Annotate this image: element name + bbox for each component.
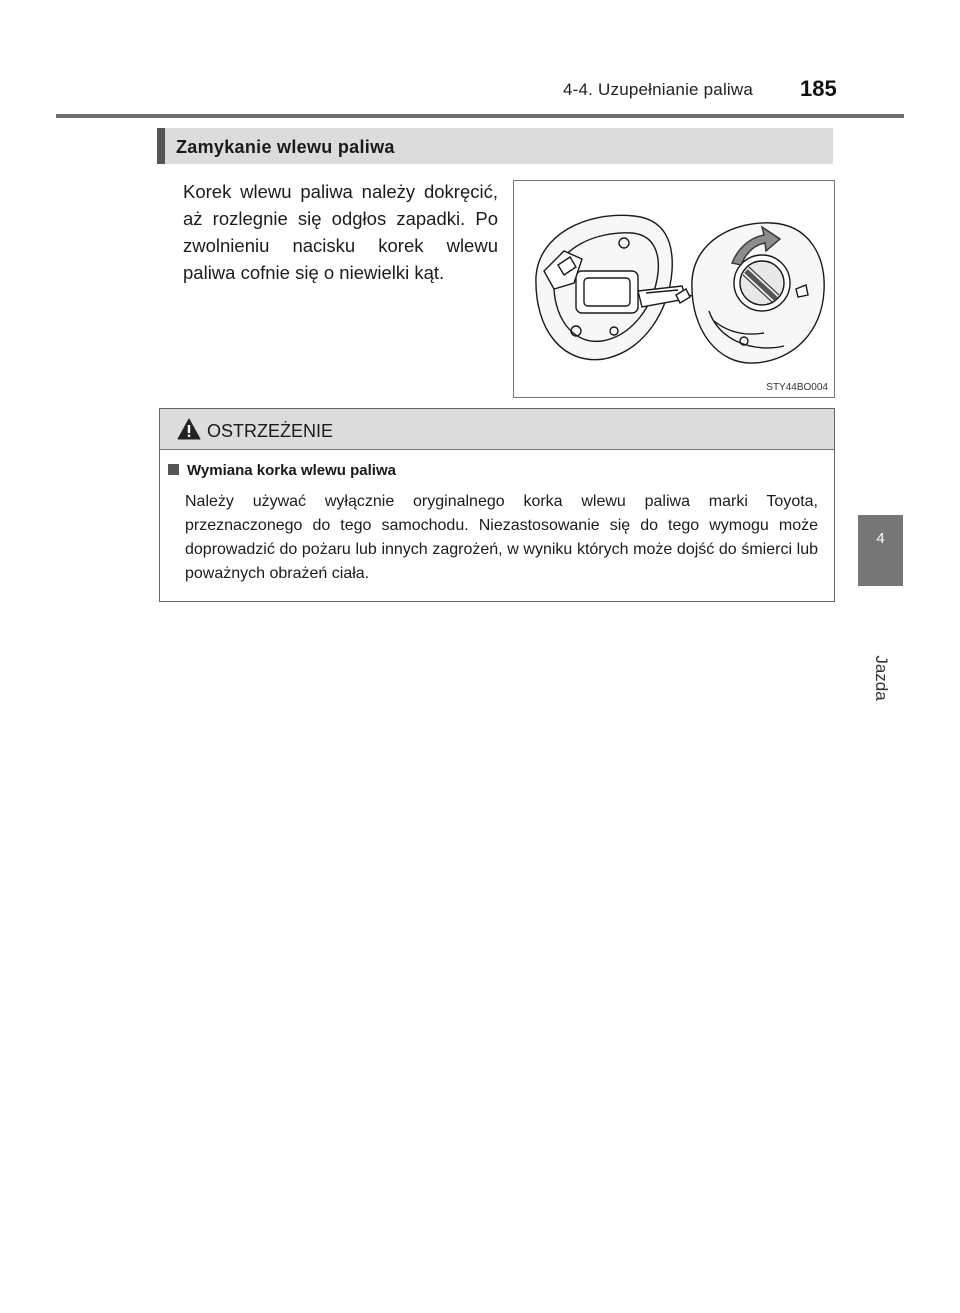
chapter-tab: [858, 515, 903, 586]
warning-item-title: Wymiana korka wlewu paliwa: [187, 462, 396, 479]
warning-triangle-icon: [177, 418, 201, 440]
fuel-cap-drawing: [514, 181, 834, 397]
chapter-number: 4: [876, 530, 885, 547]
chapter-label: Jazda: [872, 655, 891, 701]
header-rule: [56, 114, 904, 118]
warning-item-heading: [168, 462, 396, 479]
page-number: 185: [800, 76, 837, 101]
section-header-accent: [157, 128, 165, 164]
section-title: Zamykanie wlewu paliwa: [176, 137, 395, 157]
body-paragraph: Korek wlewu paliwa należy dokręcić, aż rozlegnie się odgłos zapadki. Po zwolnieniu nacisku korek wlewu paliwa cofnie się o niewielki kąt.: [183, 181, 498, 283]
warning-text: Należy używać wyłącznie oryginalnego korka wlewu paliwa marki Toyota, przeznaczonego do tego samochodu. Niezastosowanie się do tego wymogu może doprowadzić do pożaru lub innych zagrożeń, w wyniku których może dojść do śmierci lub poważnych obrażeń ciała.: [185, 493, 818, 582]
fuel-cap-illustration: [513, 180, 835, 398]
header-section-title: 4-4. Uzupełnianie paliwa: [563, 80, 754, 99]
chapter-label-wrapper: [860, 590, 900, 701]
warning-box: [159, 408, 835, 602]
warning-header: [160, 409, 834, 450]
bullet-square-icon: [168, 464, 179, 475]
warning-title: OSTRZEŻENIE: [207, 421, 334, 441]
figure-code: STY44BO004: [766, 382, 828, 393]
